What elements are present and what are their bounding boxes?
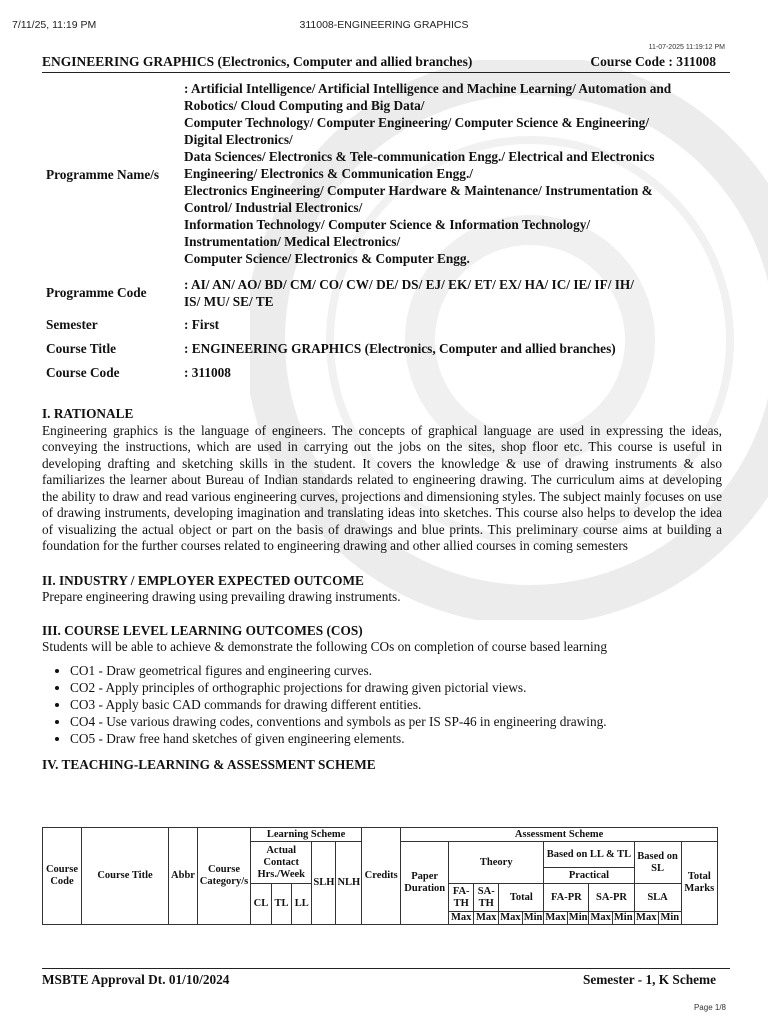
info-line: Control/ Industrial Electronics/: [184, 200, 363, 215]
max-cell: Max: [474, 912, 499, 925]
col-fa-th: FA-TH: [449, 884, 474, 912]
list-item: • CO2 - Apply principles of orthographic projections for drawing given pictorial views.: [70, 679, 722, 696]
max-cell: Max: [500, 912, 521, 923]
col-sa-pr: SA-PR: [589, 884, 634, 912]
print-page-title: 311008-ENGINEERING GRAPHICS: [299, 19, 469, 31]
course-header: [42, 52, 730, 73]
learning-scheme-header: Learning Scheme: [251, 828, 362, 842]
max-cell: Max: [634, 912, 658, 925]
col-total-marks: Total Marks: [681, 842, 717, 925]
col-fa-pr: FA-PR: [544, 884, 589, 912]
industry-text: Prepare engineering drawing using prevailing drawing instruments.: [42, 589, 401, 604]
col-cl: CL: [251, 884, 272, 925]
footer-semester: Semester - 1, K Scheme: [582, 972, 716, 987]
print-datetime: 7/11/25, 11:19 PM: [12, 19, 97, 31]
cos-heading: III. COURSE LEVEL LEARNING OUTCOMES (COS): [42, 622, 363, 638]
rationale-heading: I. RATIONALE: [42, 406, 134, 421]
col-course-code: Course Code: [43, 828, 82, 925]
info-line: Engineering/ Electronics & Communication Engg./: [184, 166, 473, 181]
main-content: [42, 406, 722, 773]
col-slh: SLH: [312, 842, 336, 925]
practical-header: Practical: [544, 868, 634, 884]
col-course-title: Course Title: [82, 828, 169, 925]
col-category: Course Category/s: [198, 828, 251, 925]
max-cell: Max: [590, 912, 611, 923]
max-cell: Max: [449, 912, 474, 925]
min-cell: Min: [613, 912, 633, 923]
info-line: : AI/ AN/ AO/ BD/ CM/ CO/ CW/ DE/ DS/ EJ/ EK/ ET/ EX/ HA/ IC/ IE/ IF/ IH/: [184, 277, 634, 292]
teaching-assessment-table: [42, 827, 718, 925]
col-ll: LL: [292, 884, 312, 925]
info-line: Information Technology/ Computer Science & Information Technology/: [184, 217, 591, 232]
col-tl: TL: [271, 884, 291, 925]
col-total: Total: [499, 884, 544, 912]
min-cell: Min: [660, 912, 680, 923]
industry-heading: II. INDUSTRY / EMPLOYER EXPECTED OUTCOME: [42, 572, 364, 588]
programme-code-row: [42, 276, 732, 316]
assessment-scheme-header: Assessment Scheme: [401, 828, 718, 842]
col-sa-th: SA-TH: [474, 884, 499, 912]
programme-names-label: Programme Name/s: [46, 167, 160, 182]
course-info-block: [42, 80, 732, 388]
programme-names-value: [184, 80, 671, 267]
programme-code-label: Programme Code: [46, 285, 147, 300]
list-item: • CO1 - Draw geometrical figures and engineering curves.: [70, 662, 722, 679]
based-ll-tl-header: Based on LL & TL: [544, 842, 634, 868]
programme-code-value: [184, 276, 634, 310]
max-cell: Max: [545, 912, 566, 923]
info-line: IS/ MU/ SE/ TE: [184, 294, 274, 309]
course-title-value: : ENGINEERING GRAPHICS (Electronics, Computer and allied branches): [184, 341, 616, 356]
col-abbr: Abbr: [169, 828, 198, 925]
info-line: Robotics/ Cloud Computing and Big Data/: [184, 98, 425, 113]
col-credits: Credits: [362, 828, 401, 925]
based-sl-header: Based on SL: [634, 842, 681, 884]
list-item: • CO3 - Apply basic CAD commands for drawing different entities.: [70, 696, 722, 713]
cos-list: [42, 662, 722, 747]
info-line: Digital Electronics/: [184, 132, 293, 147]
col-paper-duration: Paper Duration: [401, 842, 449, 925]
cos-intro: Students will be able to achieve & demonstrate the following COs on completion of course based learning: [42, 639, 607, 654]
course-code-label: Course Code: [46, 365, 120, 380]
course-header-title: ENGINEERING GRAPHICS (Electronics, Computer and allied branches): [42, 54, 473, 69]
info-line: Computer Technology/ Computer Engineering/ Computer Science & Engineering/: [184, 115, 650, 130]
course-code-value: : 311008: [184, 365, 231, 380]
min-cell: Min: [523, 912, 543, 923]
course-title-label: Course Title: [46, 341, 117, 356]
actual-contact-header: Actual Contact Hrs./Week: [251, 842, 312, 884]
theory-header: Theory: [449, 842, 544, 884]
course-code-row: [42, 364, 732, 388]
print-timestamp: 11-07-2025 11:19:12 PM: [648, 44, 725, 51]
info-line: Data Sciences/ Electronics & Tele-communication Engg./ Electrical and Electronics: [184, 149, 655, 164]
info-line: Computer Science/ Electronics & Computer Engg.: [184, 251, 470, 266]
info-line: Instrumentation/ Medical Electronics/: [184, 234, 401, 249]
list-item: • CO5 - Draw free hand sketches of given engineering elements.: [70, 730, 722, 747]
info-line: Electronics Engineering/ Computer Hardware & Maintenance/ Instrumentation &: [184, 183, 653, 198]
programme-names-row: [42, 80, 732, 267]
rationale-text: Engineering graphics is the language of engineers. The concepts of graphical language are used in expressing the ideas, conveying the instructions, which are used in carrying out the jobs on the sites, shop floor etc. This course is useful in developing drafting and sketching skills in the student. It covers the knowledge & use of drawing instruments & also familiarizes the learner about Bureau of Indian standards related to engineering drawing. The curriculum aims at developing the ability to draw and read various engineering curves, projections and dimensioning styles. The subject mainly focuses on use of drawing instruments, developing imagination and translating ideas into sketches. This course also helps to develop the idea of visualizing the actual object or part on the basis of drawings and blue prints. This preliminary course aims at building a foundation for the further courses related to engineering drawing and other allied courses in coming semesters: [42, 422, 722, 553]
course-header-code: Course Code : 311008: [590, 54, 716, 69]
info-line: : Artificial Intelligence/ Artificial Intelligence and Machine Learning/ Automation and: [184, 81, 672, 96]
col-nlh: NLH: [336, 842, 362, 925]
semester-value: : First: [184, 317, 220, 332]
semester-row: [42, 316, 732, 340]
min-cell: Min: [568, 912, 588, 923]
page-number: Page 1/8: [693, 1003, 726, 1012]
col-sla: SLA: [634, 884, 681, 912]
footer-approval: MSBTE Approval Dt. 01/10/2024: [42, 972, 230, 987]
semester-label: Semester: [46, 317, 98, 332]
footer-divider: [42, 968, 730, 969]
list-item: • CO4 - Use various drawing codes, conventions and symbols as per IS SP-46 in engineering drawing.: [70, 713, 722, 730]
browser-print-header: [0, 0, 768, 40]
scheme-heading: IV. TEACHING-LEARNING & ASSESSMENT SCHEME: [42, 756, 376, 772]
course-title-row: [42, 340, 732, 364]
